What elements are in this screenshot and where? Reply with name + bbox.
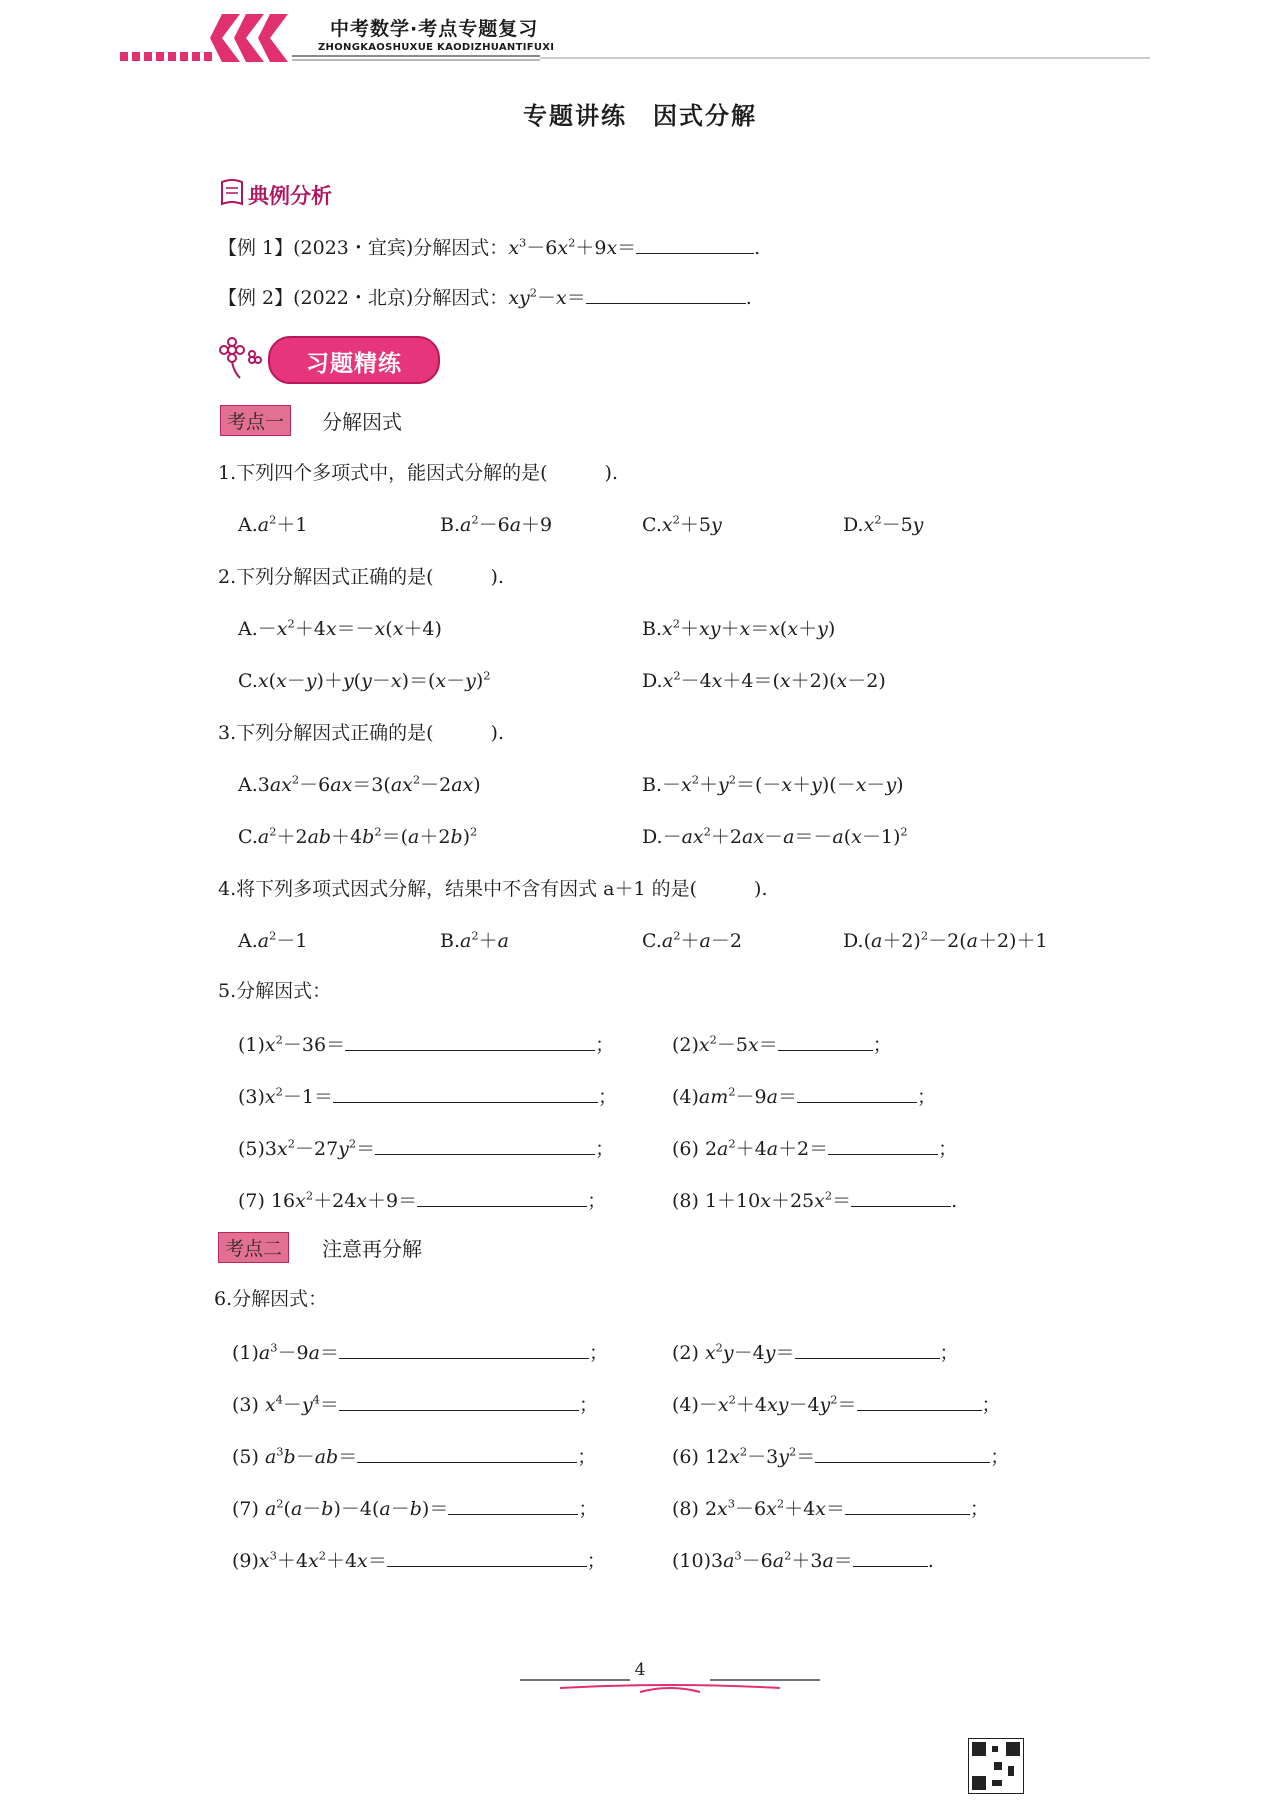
answer-blank[interactable] [339,1340,589,1359]
example-1: 【例 1】(2023・宜宾)分解因式：$x^3-6x^2+9x=$ . [218,235,761,259]
q4-option-b[interactable]: $B.a^2+a$ [440,928,509,952]
q6-item-5: (5) $a^3b-ab=$ ； [232,1444,597,1468]
q6-item-9: $(9)x^3+4x^2+4x=$ ； [232,1548,606,1572]
example-1-prefix: 【例 1】(2023・宜宾)分解因式： [218,237,509,259]
q6-item-4: $(4)-x^2+4xy-4y^2=$ ； [672,1392,1001,1416]
q1-option-b[interactable]: $B.a^2-6a+9$ [440,512,553,536]
q1-option-d[interactable]: $D.x^2-5y$ [843,512,924,536]
answer-blank[interactable] [845,1496,970,1515]
header-subtitle: ZHONGKAOSHUXUE KAODIZHUANTIFUXI [318,42,555,53]
answer-blank[interactable] [815,1444,990,1463]
answer-blank[interactable] [636,235,754,254]
answer-blank[interactable] [797,1084,917,1103]
question-5-stem: 5.分解因式： [218,980,332,1002]
page-number: 4 [634,1660,646,1680]
answer-blank[interactable] [851,1188,951,1207]
q6-item-2: (2) $x^2y-4y=$ ； [672,1340,959,1364]
q6-item-1: $(1)a^3-9a=$ ； [232,1340,608,1364]
answer-blank[interactable] [417,1188,587,1207]
q3-option-a[interactable]: $A.3ax^2-6ax=3(ax^2-2ax)$ [238,772,481,796]
answer-blank[interactable] [375,1136,595,1155]
example-section-label: 典例分析 [248,184,332,208]
flower-icon [218,336,268,380]
q5-item-5: $(5)3x^2-27y^2=$ ； [238,1136,615,1160]
kaodian2-title: 注意再分解 [322,1237,422,1261]
answer-blank[interactable] [357,1444,577,1463]
example-2: 【例 2】(2022・北京)分解因式：$xy^2-x=$ . [218,285,752,309]
practice-section-badge [268,336,440,384]
q3-option-c[interactable]: $C.a^2+2ab+4b^2=(a+2b)^2$ [238,824,478,848]
question-1-stem: 1.下列四个多项式中，能因式分解的是( ). [218,462,618,484]
answer-blank[interactable] [853,1548,928,1567]
book-icon [218,178,246,208]
q2-option-d[interactable]: $D.x^2-4x+4=(x+2)(x-2)$ [642,668,886,692]
example-2-prefix: 【例 2】(2022・北京)分解因式： [218,287,509,309]
q6-item-6: (6) $12x^2-3y^2=$ ； [672,1444,1010,1468]
question-2-stem: 2.下列分解因式正确的是( ). [218,566,504,588]
q3-option-d[interactable]: $D.-ax^2+2ax-a=-a(x-1)^2$ [642,824,908,848]
q6-item-8: (8) $2x^3-6x^2+4x=$ ； [672,1496,989,1520]
page-title: 专题讲练 因式分解 [523,101,757,130]
qr-code-icon [968,1738,1024,1794]
answer-blank[interactable] [828,1136,938,1155]
q5-item-2: $(2)x^2-5x=$ ； [672,1032,892,1056]
q4-option-c[interactable]: $C.a^2+a-2$ [642,928,742,952]
answer-blank[interactable] [795,1340,940,1359]
answer-blank[interactable] [345,1032,595,1051]
answer-blank[interactable] [339,1392,579,1411]
answer-blank[interactable] [387,1548,587,1567]
q6-item-10: $(10)3a^3-6a^2+3a=$ . [672,1548,934,1572]
q5-item-6: (6) $2a^2+4a+2=$ ； [672,1136,958,1160]
q5-item-3: $(3)x^2-1=$ ； [238,1084,617,1108]
q2-option-a[interactable]: $A.-x^2+4x=-x(x+4)$ [238,616,442,640]
q3-option-b[interactable]: $B.-x^2+y^2=(-x+y)(-x-y)$ [642,772,904,796]
kaodian1-title: 分解因式 [322,410,402,434]
q4-option-d[interactable]: $D.(a+2)^2-2(a+2)+1$ [843,928,1048,952]
kaodian1-tag: 考点一 [220,405,291,436]
question-6-stem: 6.分解因式： [214,1288,328,1310]
header-chevrons-icon [210,14,288,62]
q2-option-b[interactable]: $B.x^2+xy+x=x(x+y)$ [642,616,836,640]
q6-item-7: (7) $a^2(a-b)-4(a-b)=$ ； [232,1496,598,1520]
header-title: 中考数学·考点专题复习 [330,18,539,40]
header-banner [0,0,1280,80]
q5-item-8: (8) $1+10x+25x^2=$ . [672,1188,958,1212]
q1-option-a[interactable]: $A.a^2+1$ [238,512,308,536]
q2-option-c[interactable]: $C.x(x-y)+y(y-x)=(x-y)^2$ [238,668,491,692]
answer-blank[interactable] [448,1496,578,1515]
q6-item-3: (3) $x^4-y^4=$ ； [232,1392,598,1416]
answer-blank[interactable] [778,1032,873,1051]
q4-option-a[interactable]: $A.a^2-1$ [238,928,308,952]
q5-item-7: (7) $16x^2+24x+9=$ ； [238,1188,607,1212]
q1-option-c[interactable]: $C.x^2+5y$ [642,512,722,536]
question-4-stem: 4.将下列多项式因式分解，结果中不含有因式 a＋1 的是( ). [218,878,768,900]
answer-blank[interactable] [333,1084,598,1103]
practice-section-label: 习题精练 [306,351,402,377]
kaodian2-tag: 考点二 [218,1232,289,1263]
q5-item-1: $(1)x^2-36=$ ； [238,1032,615,1056]
question-3-stem: 3.下列分解因式正确的是( ). [218,722,504,744]
q5-item-4: $(4)am^2-9a=$ ； [672,1084,936,1108]
answer-blank[interactable] [586,285,746,304]
answer-blank[interactable] [857,1392,982,1411]
